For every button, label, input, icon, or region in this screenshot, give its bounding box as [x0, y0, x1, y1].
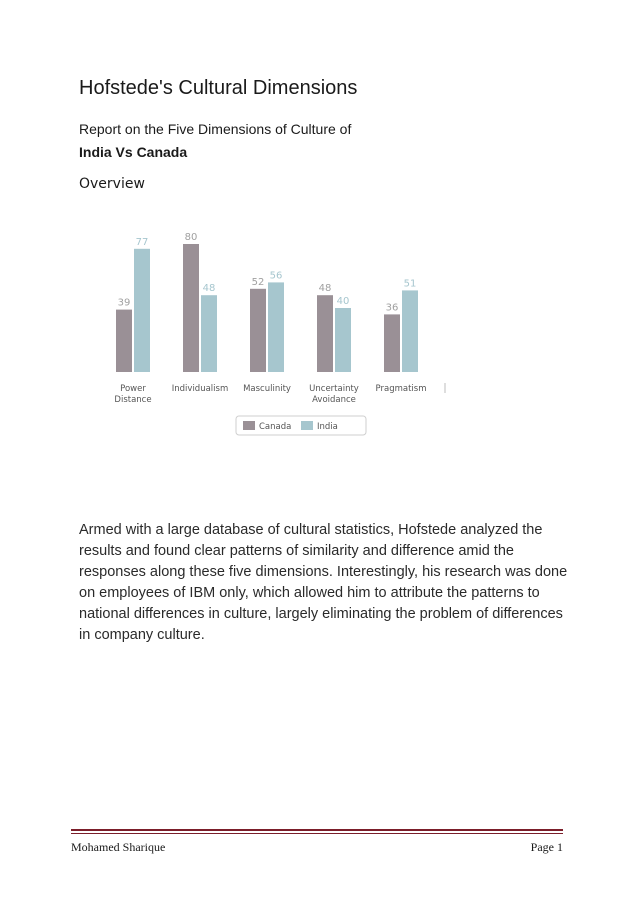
- footer-author: Mohamed Sharique: [71, 840, 166, 854]
- data-label-india-0: 77: [135, 236, 149, 248]
- document-subtitle: Report on the Five Dimensions of Culture of: [79, 121, 352, 137]
- data-label-canada-4: 36: [385, 302, 399, 314]
- data-label-canada-2: 52: [251, 276, 265, 288]
- legend-label-canada: Canada: [259, 422, 292, 432]
- category-label-0-line2: Distance: [114, 395, 152, 405]
- bar-canada-3: [317, 295, 333, 372]
- bar-canada-2: [250, 289, 266, 372]
- bar-canada-0: [116, 310, 132, 372]
- hofstede-bar-chart: [90, 215, 470, 447]
- legend-swatch-india: [301, 421, 313, 430]
- document-subtitle-bold: India Vs Canada: [79, 144, 188, 160]
- category-label-2: Masculinity: [243, 384, 291, 394]
- bar-india-2: [268, 282, 284, 372]
- bar-india-0: [134, 249, 150, 372]
- category-label-3: Uncertainty: [309, 384, 359, 394]
- data-label-india-3: 40: [336, 296, 350, 307]
- overview-heading: Overview: [79, 176, 145, 192]
- category-label-4: Pragmatism: [375, 384, 427, 394]
- body-paragraph: Armed with a large database of cultural statistics, Hofstede analyzed the results and found clear patterns of similarity and difference amid the responses along these five dimensions. Interestingly, his research was done on employees of IBM only, which allowed him to attribute the patterns to national differences in culture, largely eliminating the problem of differences in company culture.: [79, 522, 568, 643]
- footer-page-number: Page 1: [530, 840, 563, 854]
- bar-canada-4: [384, 314, 400, 372]
- data-label-india-2: 56: [269, 270, 283, 282]
- legend-label-india: India: [317, 422, 338, 432]
- category-label-3-line2: Avoidance: [312, 395, 356, 405]
- bar-canada-1: [183, 244, 199, 372]
- bar-india-4: [402, 290, 418, 372]
- footer-rule: [71, 829, 563, 831]
- bar-india-3: [335, 308, 351, 372]
- footer-rule-thin: [71, 833, 563, 834]
- data-label-canada-0: 39: [117, 297, 131, 309]
- data-label-india-4: 51: [403, 278, 417, 290]
- document-title: Hofstede's Cultural Dimensions: [79, 77, 358, 99]
- data-label-canada-1: 80: [184, 232, 198, 243]
- category-label-1: Individualism: [171, 384, 229, 394]
- data-label-india-1: 48: [202, 283, 216, 295]
- bar-india-1: [201, 295, 217, 372]
- legend-swatch-canada: [243, 421, 255, 430]
- data-label-canada-3: 48: [318, 283, 332, 295]
- category-label-0: Power: [120, 384, 146, 394]
